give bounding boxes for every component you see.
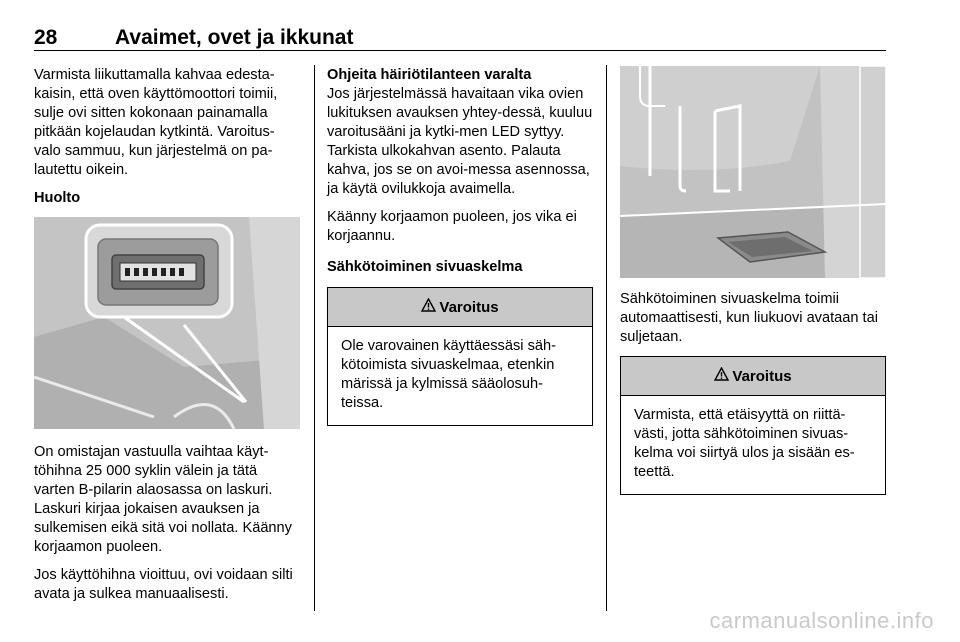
side-step-figure — [620, 66, 886, 278]
workshop-paragraph: Käänny korjaamon puoleen, jos vika ei korjaannu. — [327, 209, 577, 244]
middle-column — [327, 66, 593, 426]
column-divider — [314, 65, 315, 611]
warning-header — [328, 288, 592, 327]
section-heading-side-step: Sähkötoiminen sivuaskelma — [327, 259, 523, 275]
page-number: 28 — [34, 26, 58, 49]
troubleshooting-paragraph: Jos järjestelmässä havaitaan vika ovien lukituksen avauksen yhtey-dessä, kuuluu varoitusääni ja kytki-men LED syttyy. Tarkista ulkokahvan asento. Palauta kahva, jos se on avoi-messa asennossa, ja käytä ovilukkoja avaimella. — [327, 86, 593, 197]
column-divider — [606, 65, 607, 611]
right-column — [620, 66, 886, 495]
watermark: carmanualsonline.info — [709, 608, 934, 633]
intro-paragraph: Varmista liikuttamalla kahvaa edesta-kaisin, että oven käyttömoottori toimii, sulje ovi sitten kokonaan painamalla pitkään kojelaudan kytkintä. Varoitus-valo sammuu, kun järjestelmä on pa-lautettu oikein. — [34, 67, 278, 178]
warning-title: Varoitus — [439, 298, 499, 316]
counter-figure — [34, 217, 300, 429]
chapter-title: Avaimet, ovet ja ikkunat — [115, 26, 354, 49]
maintenance-paragraph: On omistajan vastuulla vaihtaa käyt-töhihna 25 000 syklin välein ja tätä varten B-pilarin alaosassa on laskuri. Laskuri kirjaa jokaisen avauksen ja sulkemisen eikä sitä voi nollata. Käänny korjaamon puoleen. — [34, 444, 292, 555]
warning-triangle-icon — [421, 298, 436, 317]
side-step-illustration — [620, 66, 886, 278]
warning-box — [327, 287, 593, 426]
warning-box — [620, 356, 886, 495]
side-step-paragraph: Sähkötoiminen sivuaskelma toimii automaattisesti, kun liukuovi avataan tai suljetaan. — [620, 291, 878, 345]
page-header — [34, 26, 886, 51]
warning-header — [621, 357, 885, 396]
warning-title: Varoitus — [732, 367, 792, 385]
belt-failure-paragraph: Jos käyttöhihna vioittuu, ovi voidaan silti avata ja sulkea manuaalisesti. — [34, 567, 293, 602]
warning-triangle-icon — [714, 367, 729, 386]
b-pillar-counter-illustration — [34, 217, 300, 429]
warning-text: Varmista, että etäisyyttä on riittä-västi, jotta sähkötoiminen sivuas-kelma voi siirtyä ulos ja sisään es-teettä. — [634, 407, 855, 480]
section-heading-huolto: Huolto — [34, 190, 81, 206]
section-heading-troubleshooting: Ohjeita häiriötilanteen varalta — [327, 67, 532, 83]
left-column — [34, 66, 300, 613]
warning-text: Ole varovainen käyttäessäsi säh-kötoimista sivuaskelmaa, etenkin märissä ja kylmissä sääolosuh-teissa. — [341, 338, 556, 411]
